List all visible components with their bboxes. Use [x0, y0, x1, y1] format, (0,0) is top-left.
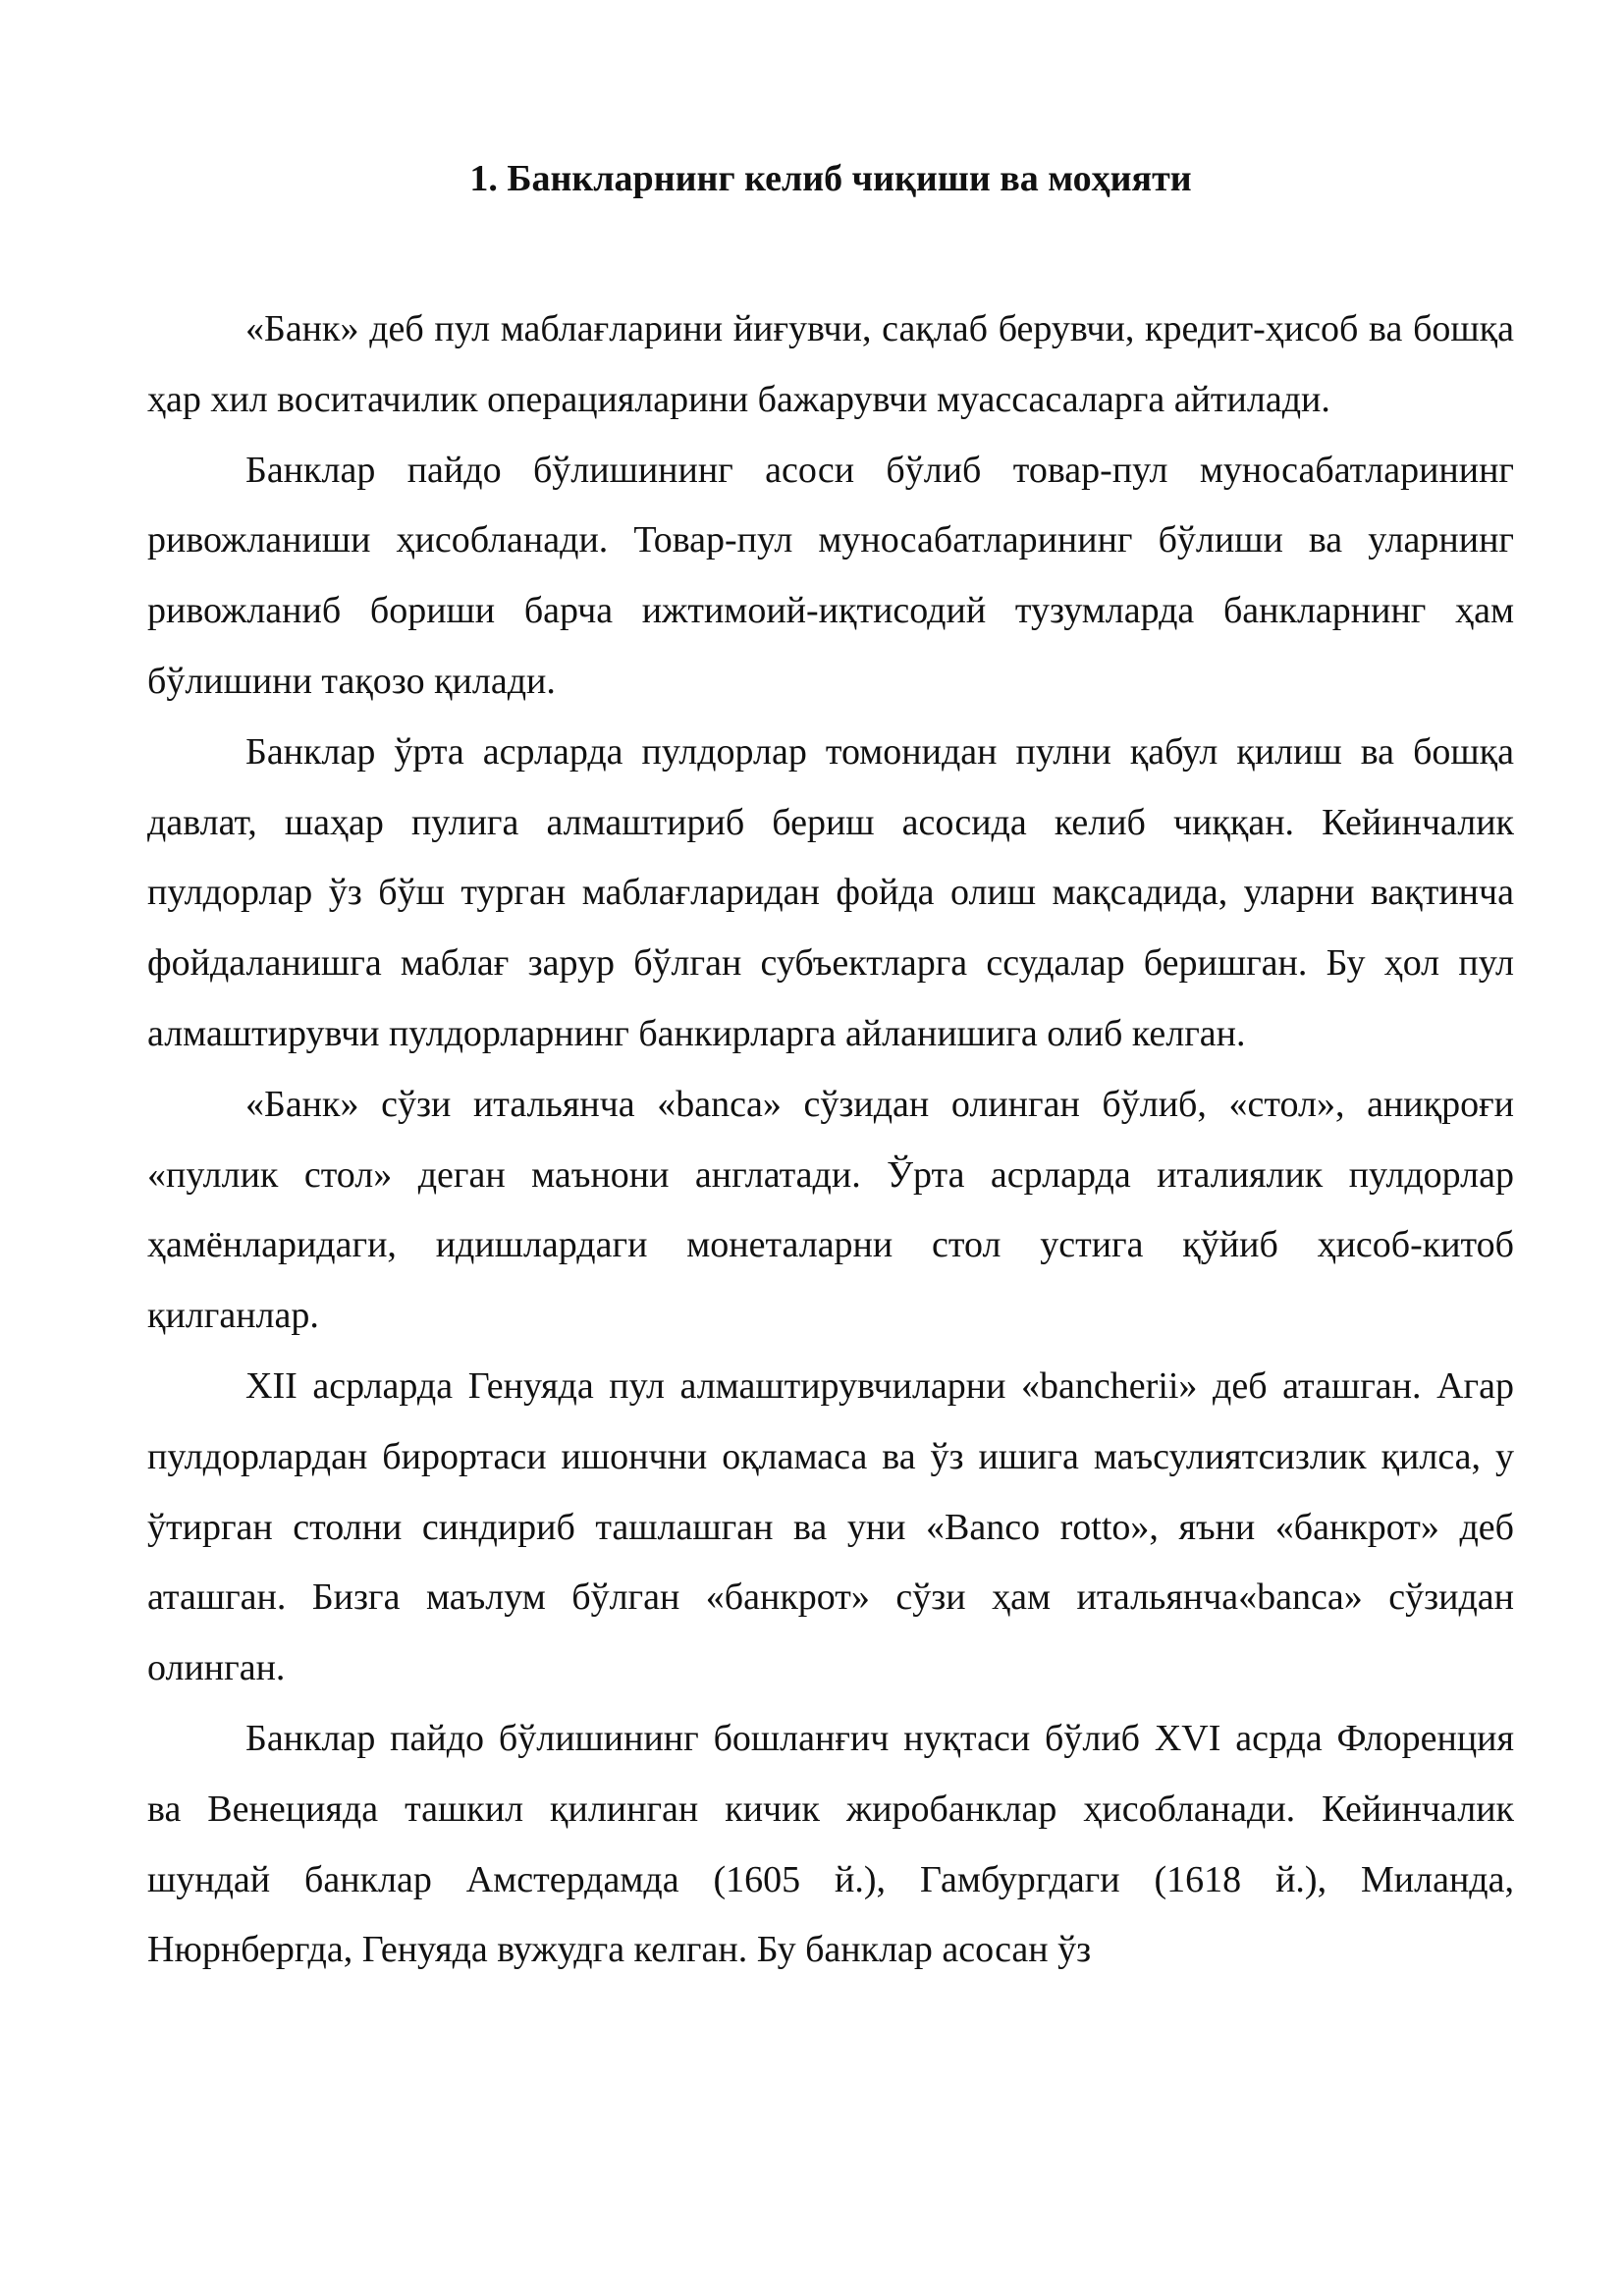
paragraph-3: Банклар ўрта асрларда пулдорлар томонидан пулни қабул қилиш ва бошқа давлат, шаҳар пулига алмаштириб бериш асосида келиб чиққан. Кейинчалик пулдорлар ўз бўш турган маблағларидан фойда олиш мақсадида, уларни вақтинча фойдаланишга маблағ зарур бўлган субъектларга ссудалар беришган. Бу ҳол пул алмаштирувчи пулдорларнинг банкирларга айланишига олиб келган.: [147, 730, 1514, 1054]
paragraph-4: «Банк» сўзи итальянча «banca» сўзидан олинган бўлиб, «стол», аниқроғи «пуллик стол» деган маънони англатади. Ўрта асрларда италиялик пулдорлар ҳамёнларидаги, идишлардаги монеталарни стол устига қўйиб ҳисоб-китоб қилганлар.: [147, 1083, 1514, 1337]
paragraph-6: Банклар пайдо бўлишининг бошланғич нуқтаси бўлиб XVI асрда Флоренция ва Венецияда ташкил қилинган кичик жиробанклар ҳисобланади. Кейинчалик шундай банклар Амстердамда (1605 й.), Гамбургдаги (1618 й.), Миланда, Нюрнбергда, Генуяда вужудга келган. Бу банклар асосан ўз: [147, 1717, 1514, 1971]
document-page: [147, 0, 1514, 2296]
section-title: 1. Банкларнинг келиб чиқиши ва моҳияти: [469, 158, 1192, 199]
paragraph-1: «Банк» деб пул маблағларини йиғувчи, сақлаб берувчи, кредит-ҳисоб ва бошқа ҳар хил воситачилик операцияларини бажарувчи муассасаларга айтилади.: [147, 308, 1514, 420]
document-body: [147, 294, 1514, 1986]
paragraph-2: Банклар пайдо бўлишининг асоси бўлиб товар-пул муносабатларининг ривожланиши ҳисобланади. Товар-пул муносабатларининг бўлиши ва уларнинг ривожланиб бориши барча ижтимоий-иқтисодий тузумларда банкларнинг ҳам бўлишини тақозо қилади.: [147, 449, 1514, 702]
paragraph-5: XII асрларда Генуяда пул алмаштирувчиларни «bancherii» деб аташган. Агар пулдорлардан бирортаси ишончни оқламаса ва ўз ишига маъсулиятсизлик қилса, у ўтирган столни синдириб ташлашган ва уни «Banco rotto», яъни «банкрот» деб аташган. Бизга маълум бўлган «банкрот» сўзи ҳам итальянча«banca» сўзидан олинган.: [147, 1364, 1514, 1689]
